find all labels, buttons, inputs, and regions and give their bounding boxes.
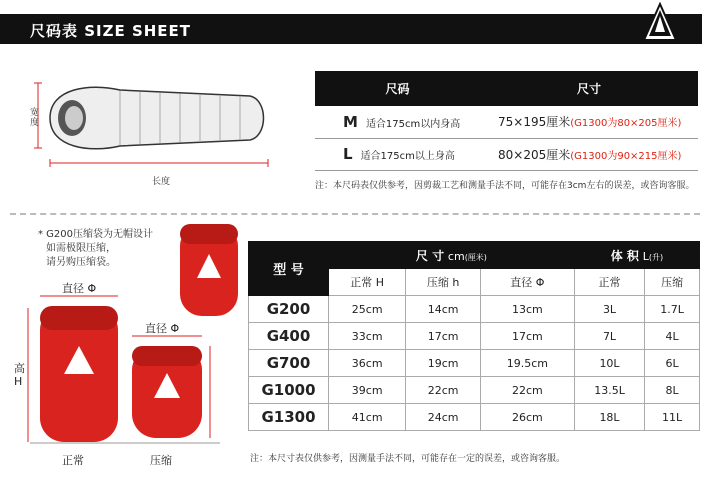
- size-dims: 75×195厘米: [498, 115, 571, 130]
- size-desc: 适合175cm以内身高: [365, 118, 461, 130]
- col-compressed-h: 压缩 h: [406, 269, 480, 296]
- table-row: [315, 106, 698, 138]
- size-dims: 80×205厘米: [498, 147, 571, 162]
- stuff-sack-diagram: [10, 218, 242, 458]
- size-note: (G1300为90×215厘米): [570, 150, 682, 162]
- model-cell: G1000: [249, 377, 329, 404]
- model-cell: G1300: [249, 404, 329, 431]
- page-title: 尺码表 SIZE SHEET: [30, 22, 192, 40]
- compressed-label: 压缩: [150, 454, 172, 467]
- model-cell: G400: [249, 323, 329, 350]
- model-cell: G700: [249, 350, 329, 377]
- diameter-label-compressed: 直径 Φ: [145, 322, 180, 335]
- volume-group-header: 体 积 L(升): [574, 242, 699, 269]
- spec-table: [248, 241, 700, 431]
- size-note: (G1300为80×205厘米): [570, 118, 682, 130]
- section-divider: [10, 213, 700, 215]
- table-row: G1000 39cm 22cm 22cm 13.5L 8L: [249, 377, 700, 404]
- height-label: 高 H: [14, 362, 25, 388]
- width-label: 宽度: [30, 108, 40, 128]
- size-code: M: [343, 112, 358, 131]
- col-volume-normal: 正常: [574, 269, 644, 296]
- col-volume-compressed: 压缩: [645, 269, 700, 296]
- col-normal-h: 正常 H: [329, 269, 406, 296]
- size-code: L: [343, 145, 353, 163]
- sleeping-bag-diagram: [30, 78, 280, 188]
- dims-header: 尺寸: [480, 71, 698, 106]
- compress-note: * G200压缩袋为无帽设计 如需极限压缩， 请另购压缩袋。: [38, 229, 154, 268]
- size-desc: 适合175cm以上身高: [360, 151, 455, 162]
- table-row: G400 33cm 17cm 17cm 7L 4L: [249, 323, 700, 350]
- size-group-header: 尺 寸 cm(厘米): [329, 242, 575, 269]
- table-row: G200 25cm 14cm 13cm 3L 1.7L: [249, 296, 700, 323]
- col-diameter: 直径 Φ: [480, 269, 574, 296]
- normal-label: 正常: [62, 454, 84, 467]
- model-cell: G200: [249, 296, 329, 323]
- size-table: [315, 71, 698, 171]
- table-row: G1300 41cm 24cm 26cm 18L 11L: [249, 404, 700, 431]
- table-row: G700 36cm 19cm 19.5cm 10L 6L: [249, 350, 700, 377]
- table-row: [315, 138, 698, 170]
- length-label: 长度: [152, 177, 171, 187]
- brand-logo-icon: [640, 2, 680, 42]
- spec-footnote: 注：本尺寸表仅供参考，因测量手法不同，可能存在一定的误差，或咨询客服。: [250, 454, 566, 464]
- size-footnote: 注：本尺码表仅供参考，因剪裁工艺和测量手法不同，可能存在3cm左右的误差，或咨询客服。: [315, 181, 695, 191]
- size-header: 尺码: [315, 71, 480, 106]
- diameter-label: 直径 Φ: [62, 282, 97, 295]
- model-header: 型 号: [249, 242, 329, 296]
